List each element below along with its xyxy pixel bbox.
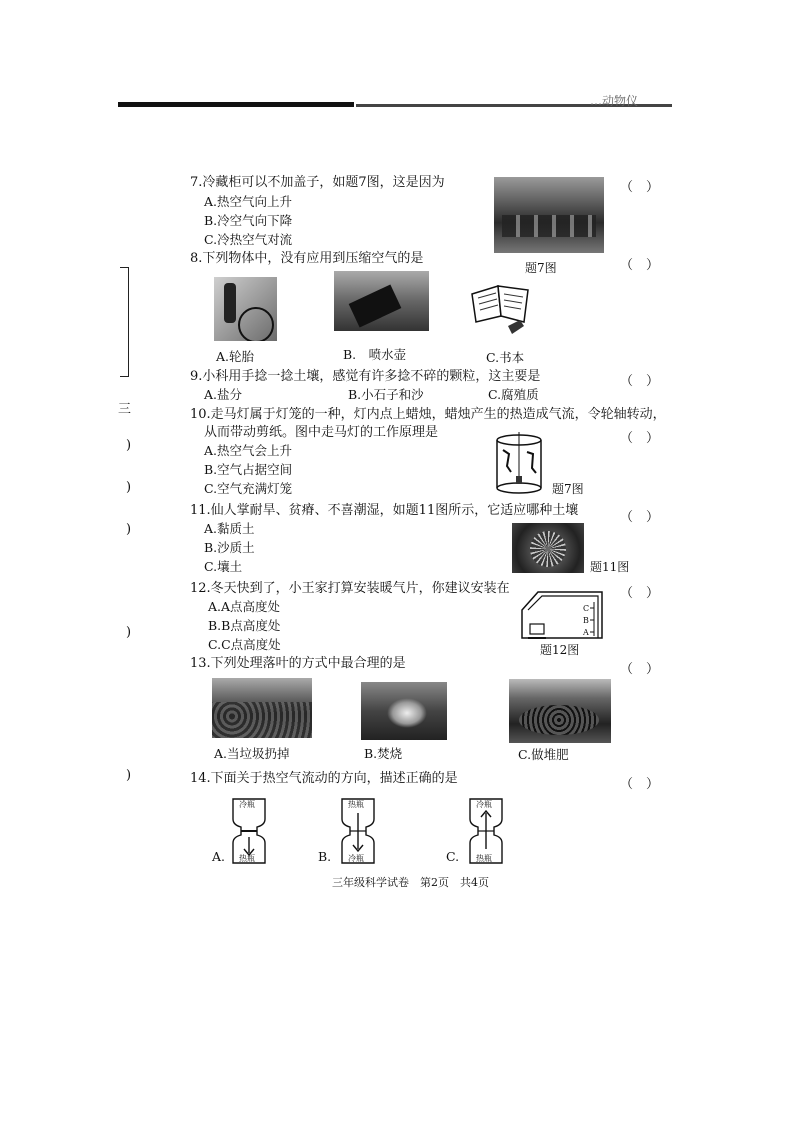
q7-option-b: B.冷空气向下降: [204, 213, 293, 228]
q10-figure-caption: 题7图: [552, 482, 584, 496]
q8-tire-pump-photo: [214, 277, 277, 341]
q8-watering-can-photo: [334, 271, 429, 331]
q10-answer-paren: （ ）: [620, 431, 660, 446]
q8-option-b: B. 喷水壶: [343, 347, 407, 362]
q7-answer-paren: （ ）: [620, 180, 660, 195]
page-footer: 三年级科学试卷 第2页 共4页: [332, 876, 489, 889]
q11-option-c: C.壤土: [204, 559, 243, 574]
q10-stem-line2: 从而带动剪纸。图中走马灯的工作原理是: [204, 425, 439, 440]
q14-c-bottom-label: 热瓶: [476, 854, 492, 863]
margin-paren-4: ): [126, 625, 132, 640]
q9-option-a: A.盐分: [204, 387, 243, 402]
q14-a-bottom-label: 热瓶: [239, 854, 255, 863]
q12-stem: 12.冬天快到了，小王家打算安装暖气片，你建议安装在: [190, 581, 510, 596]
q12-height-labels: [583, 603, 589, 639]
margin-paren-1: ): [126, 438, 132, 453]
q14-b-top-label: 热瓶: [348, 800, 364, 809]
binding-bracket: [120, 267, 129, 377]
q8-answer-paren: （ ）: [620, 258, 660, 273]
margin-paren-5: ): [126, 768, 132, 783]
section-mark: 三: [118, 402, 132, 417]
q10-option-c: C.空气充满灯笼: [204, 481, 293, 496]
q12-option-c: C.C点高度处: [208, 637, 281, 652]
q8-book-illustration: [468, 276, 534, 338]
q11-option-b: B.沙质土: [204, 540, 255, 555]
q8-stem: 8.下列物体中，没有应用到压缩空气的是: [190, 251, 424, 266]
q7-stem: 7.冷藏柜可以不加盖子，如题7图，这是因为: [190, 175, 445, 190]
q14-c-top-label: 冷瓶: [476, 800, 492, 809]
q13-option-b: B.焚烧: [364, 746, 403, 761]
margin-paren-3: ): [126, 522, 132, 537]
q9-option-c: C.腐殖质: [488, 387, 539, 402]
q8-option-c: C.书本: [486, 350, 525, 365]
q13-option-a: A.当垃圾扔掉: [214, 746, 290, 761]
q13-option-c: C.做堆肥: [518, 747, 569, 762]
q13-leaves-trash-photo: [212, 678, 312, 738]
q10-stem-line1: 10.走马灯属于灯笼的一种，灯内点上蜡烛，蜡烛产生的热造成气流，令轮轴转动，: [190, 407, 666, 422]
q7-figure-caption: 题7图: [525, 261, 557, 275]
q9-stem: 9.小科用手捻一捻土壤，感觉有许多捻不碎的颗粒，这主要是: [190, 369, 541, 384]
q11-figure-caption: 题11图: [590, 560, 630, 574]
q8-option-a: A.轮胎: [216, 349, 255, 364]
q7-option-c: C.冷热空气对流: [204, 232, 293, 247]
q7-option-a: A.热空气向上升: [204, 194, 293, 209]
q12-house-diagram: [518, 586, 608, 640]
q10-option-a: A.热空气会上升: [204, 443, 293, 458]
q14-option-c: C.: [446, 849, 460, 864]
q14-a-top-label: 冷瓶: [239, 800, 255, 809]
q10-lantern-illustration: [491, 430, 547, 496]
q11-option-a: A.黏质土: [204, 521, 255, 536]
q11-stem: 11.仙人掌耐旱、贫瘠、不喜潮湿，如题11图所示，它适应哪种土壤: [190, 503, 579, 518]
q12-label-b: B: [583, 616, 589, 625]
q12-option-b: B.B点高度处: [208, 618, 281, 633]
q14-option-a: A.: [212, 849, 226, 864]
q11-cactus-photo: [512, 523, 584, 573]
q14-option-b: B.: [318, 849, 332, 864]
q13-answer-paren: （ ）: [620, 662, 660, 677]
q14-stem: 14.下面关于热空气流动的方向，描述正确的是: [190, 771, 458, 786]
q9-option-b: B.小石子和沙: [348, 387, 424, 402]
q7-freezer-photo: [494, 177, 604, 253]
header-corner-text: …动物仪: [590, 94, 639, 108]
header-rule-thick: [118, 102, 354, 107]
q13-burning-photo: [361, 682, 447, 740]
q9-answer-paren: （ ）: [620, 374, 660, 389]
q12-figure-caption: 题12图: [540, 643, 580, 657]
q14-b-bottom-label: 冷瓶: [348, 854, 364, 863]
q10-option-b: B.空气占据空间: [204, 462, 293, 477]
q12-answer-paren: （ ）: [620, 586, 660, 601]
q12-option-a: A.A点高度处: [208, 599, 281, 614]
margin-paren-2: ): [126, 480, 132, 495]
q11-answer-paren: （ ）: [620, 510, 660, 525]
q13-compost-photo: [509, 679, 611, 743]
q12-label-c: C: [583, 604, 590, 613]
q12-label-a: A: [583, 628, 589, 637]
q14-answer-paren: （ ）: [620, 777, 660, 792]
q13-stem: 13.下列处理落叶的方式中最合理的是: [190, 656, 406, 671]
